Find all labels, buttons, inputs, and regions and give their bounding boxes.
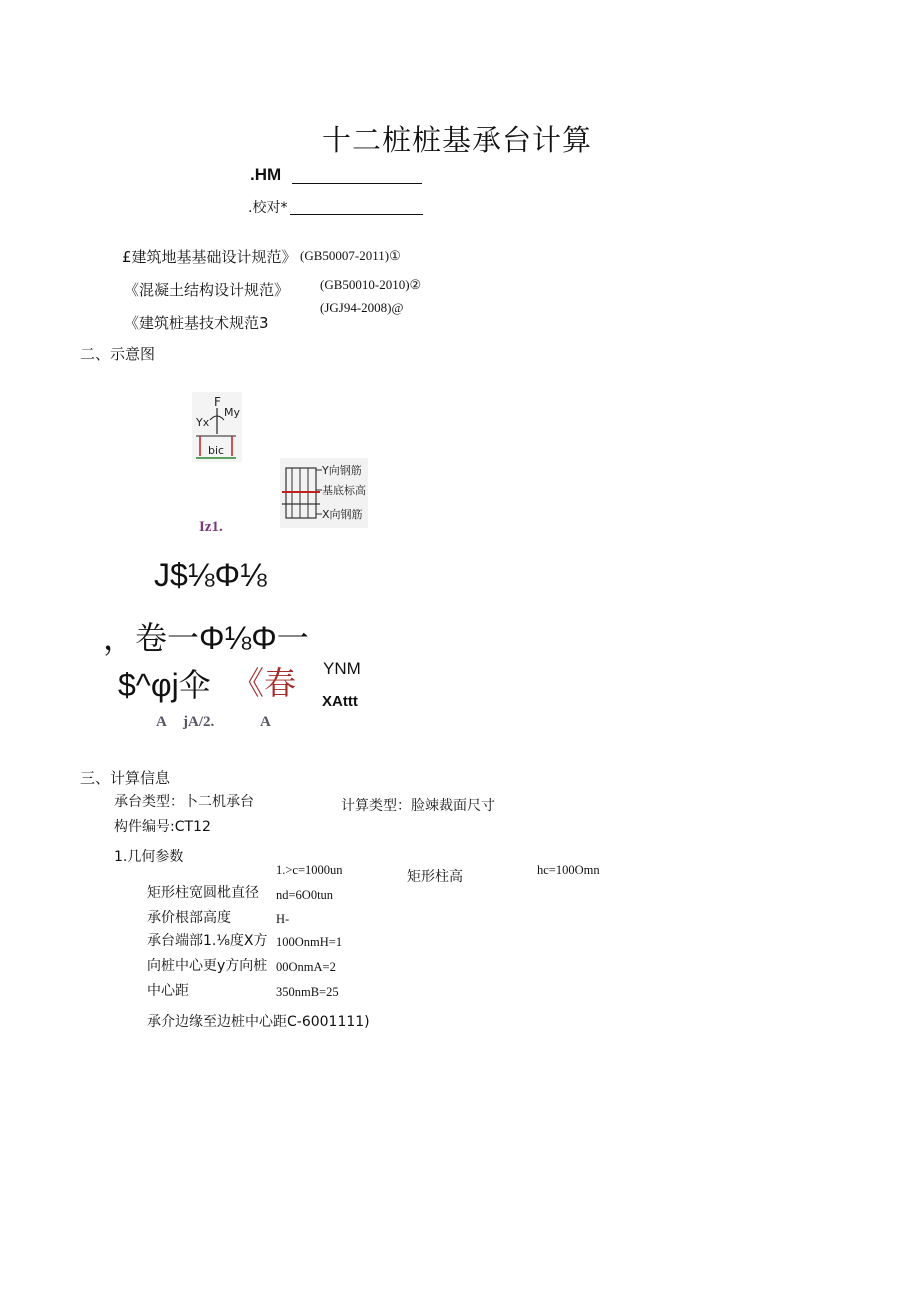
cap-y-rebar-label: Y向钢筋 [322,464,362,477]
cap-type: 承台类型：卜二机承台 [114,794,254,810]
geometry-heading: 1.几何参数 [114,849,184,865]
cap-base-elevation-label: 基底标高 [322,484,366,497]
param-value-5: 00OnmA=2 [276,960,336,974]
page-title: 十二桩桩基承台计算 [322,123,593,157]
load-diagram [192,392,242,462]
param-value-2: nd=6O0tun [276,888,334,902]
diagram-text-line-3a: $^φj伞 [118,667,211,703]
member-number: 构件编号:CT12 [114,819,211,835]
diagram-text-line-1: J$⅛Φ⅛ [154,557,267,593]
param-value-6: 350nmB=25 [276,985,339,999]
load-my-label: My [224,406,241,419]
reference-code-3: (JGJ94-2008)@ [320,300,404,315]
cap-section-diagram [280,458,368,528]
design-underline [292,183,422,184]
diagram-text-line-3b: 《春 [232,665,297,701]
dim-label-a-half: jA/2. [183,714,215,730]
dim-label-a-right: A [260,714,271,730]
param-label-column-width: 矩形柱宽圆枇直径 [147,885,259,901]
xattt-label: XAttt [322,693,358,710]
reference-name-1: £建筑地基基础设计规范》 [122,248,297,266]
load-bc-label: bic [208,444,225,457]
param-label-root-height: 承价根部高度 [147,910,231,926]
load-yx-label: Yx [196,416,210,429]
reference-name-3: 《建筑桩基技术规范3 [124,314,269,332]
figure-label: Iz1. [199,519,223,535]
ynm-label: YNM [323,659,361,678]
check-underline [290,214,423,215]
section-heading-diagram: 二、示意图 [80,345,156,363]
column-height-value: hc=100Omn [537,863,600,877]
param-label-end-height: 承台端部1.⅛度X方 [147,933,268,949]
dim-label-a-left: A [156,714,167,730]
calc-type: 计算类型：脸竦裁面尺寸 [341,798,495,814]
reference-code-1: (GB50007-2011)① [300,248,401,263]
section-heading-calc-info: 三、计算信息 [80,769,171,787]
param-label-edge-distance: 承介边缘至边桩中心距C-6001111) [147,1014,370,1030]
param-label-center-distance: 中心距 [147,983,189,999]
column-height-label: 矩形柱高 [407,869,463,885]
reference-name-2: 《混凝土结构设计规范》 [124,281,290,299]
design-label: .HM [250,165,282,184]
reference-code-2: (GB50010-2010)② [320,277,422,292]
param-value-1: 1.>c=1000un [276,863,343,877]
check-label: .校对* [248,200,288,216]
cap-x-rebar-label: X向钢筋 [322,508,363,521]
param-label-pile-spacing: 向桩中心更y方向桩 [147,958,268,974]
param-value-3: H- [276,912,290,926]
load-f-label: F [214,395,221,409]
param-value-4: 100OnmH=1 [276,935,343,949]
diagram-text-line-2: ，卷一Φ⅛Φ一 [103,620,309,656]
